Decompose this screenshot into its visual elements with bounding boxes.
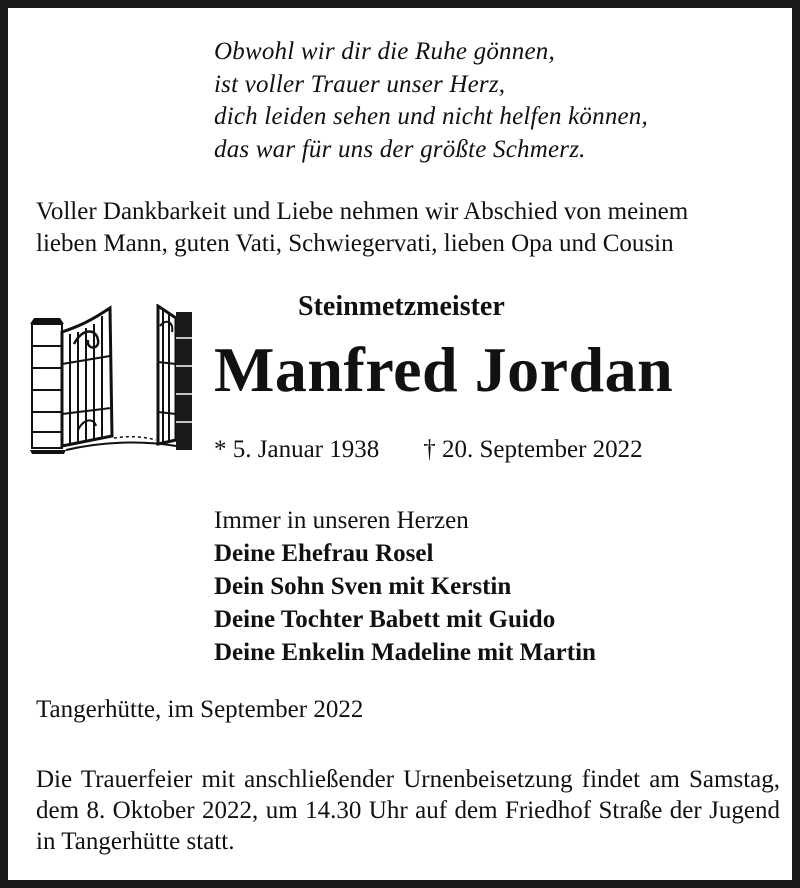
birth-date: * 5. Januar 1938 <box>214 436 380 463</box>
family-signature <box>214 504 596 669</box>
family-member: Deine Ehefrau Rosel <box>214 540 434 567</box>
intro-line: Voller Dankbarkeit und Liebe nehmen wir Abschied von meinem <box>36 198 689 225</box>
family-member: Dein Sohn Sven mit Kerstin <box>214 573 512 600</box>
intro-line: lieben Mann, guten Vati, Schwiegervati, lieben Opa und Cousin <box>36 230 674 257</box>
family-member: Deine Enkelin Madeline mit Martin <box>214 639 596 666</box>
life-dates <box>214 436 643 464</box>
death-date: † 20. September 2022 <box>423 436 643 463</box>
poem <box>214 36 648 166</box>
poem-line: Obwohl wir dir die Ruhe gönnen, <box>214 38 555 65</box>
poem-line: dich leiden sehen und nicht helfen können, <box>214 103 648 130</box>
open-garden-gate-icon <box>30 304 196 456</box>
profession: Steinmetzmeister <box>298 291 505 322</box>
intro-text <box>36 196 776 260</box>
place-and-date: Tangerhütte, im September 2022 <box>36 696 364 723</box>
funeral-service-info: Die Trauerfeier mit anschließender Urnenbeisetzung findet am Samstag, dem 8. Oktober 2022, um 14.30 Uhr auf dem Friedhof Straße der Jugend in Tangerhütte statt. <box>36 766 780 855</box>
poem-line: ist voller Trauer unser Herz, <box>214 70 506 98</box>
family-heading: Immer in unseren Herzen <box>214 507 469 534</box>
family-member: Deine Tochter Babett mit Guido <box>214 606 556 633</box>
poem-line: das war für uns der größte Schmerz. <box>214 135 586 163</box>
deceased-name: Manfred Jordan <box>214 334 674 405</box>
